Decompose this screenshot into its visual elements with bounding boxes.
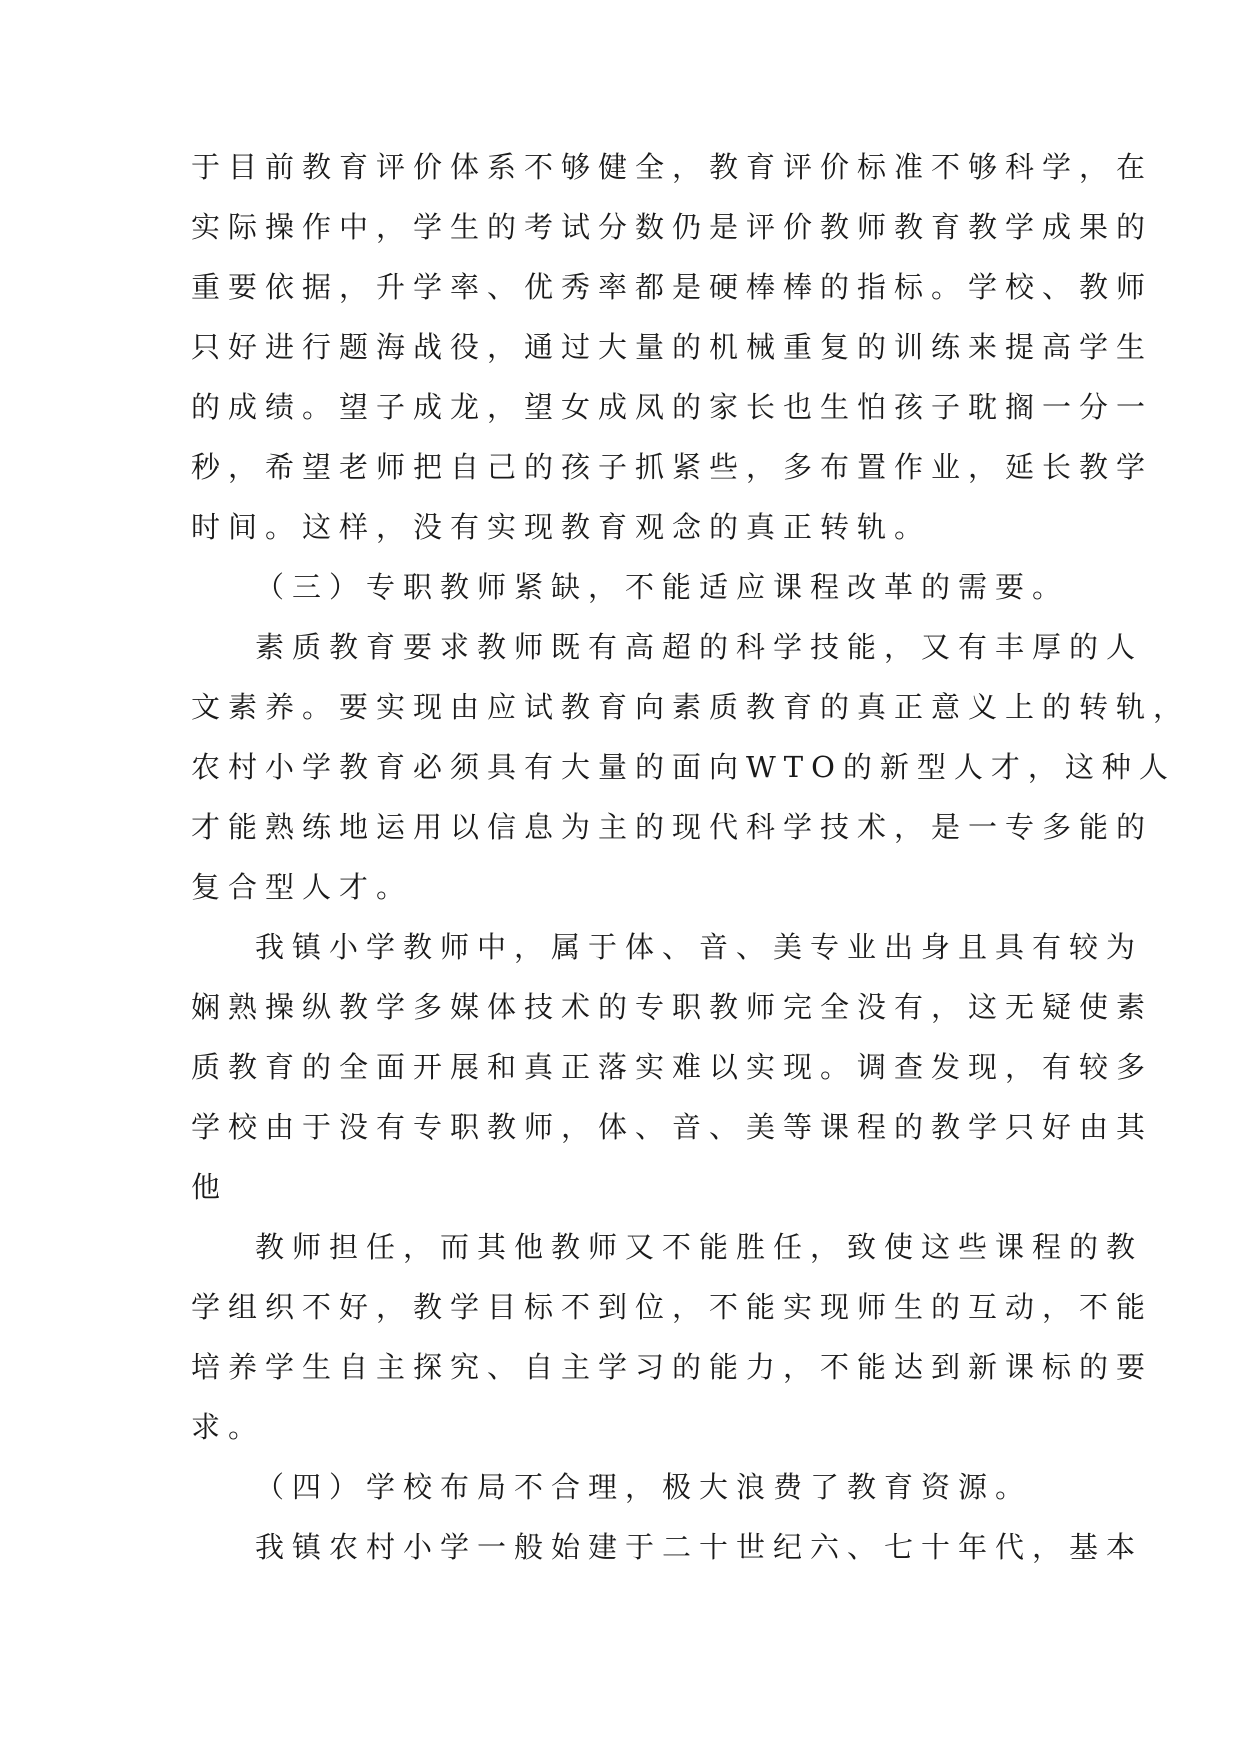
text-line: 文素养。要实现由应试教育向素质教育的真正意义上的转轨， xyxy=(191,690,1191,724)
text-line: 质教育的全面开展和真正落实难以实现。调查发现，有较多 xyxy=(191,1050,1154,1084)
text-line: 求。 xyxy=(191,1410,266,1444)
text-line: 的成绩。望子成龙，望女成凤的家长也生怕孩子耽搁一分一 xyxy=(191,390,1154,424)
text-line: 娴熟操纵教学多媒体技术的专职教师完全没有，这无疑使素 xyxy=(191,990,1154,1024)
paragraph-start: 教师担任，而其他教师又不能胜任，致使这些课程的教 xyxy=(255,1230,1144,1264)
text-line: 秒，希望老师把自己的孩子抓紧些，多布置作业，延长教学 xyxy=(191,450,1154,484)
text-line: 于目前教育评价体系不够健全，教育评价标准不够科学，在 xyxy=(191,150,1154,184)
text-line: 培养学生自主探究、自主学习的能力，不能达到新课标的要 xyxy=(191,1350,1154,1384)
text-line: 只好进行题海战役，通过大量的机械重复的训练来提高学生 xyxy=(191,330,1154,364)
text-line: 才能熟练地运用以信息为主的现代科学技术，是一专多能的 xyxy=(191,810,1154,844)
paragraph-start: 素质教育要求教师既有高超的科学技能，又有丰厚的人 xyxy=(255,630,1144,664)
text-line: 实际操作中，学生的考试分数仍是评价教师教育教学成果的 xyxy=(191,210,1154,244)
section-heading-4: （四）学校布局不合理，极大浪费了教育资源。 xyxy=(255,1470,1033,1504)
paragraph-start: 我镇小学教师中，属于体、音、美专业出身且具有较为 xyxy=(255,930,1144,964)
text-line: 农村小学教育必须具有大量的面向WTO的新型人才，这种人 xyxy=(191,750,1176,784)
section-heading-3: （三）专职教师紧缺，不能适应课程改革的需要。 xyxy=(255,570,1070,604)
text-line: 重要依据，升学率、优秀率都是硬棒棒的指标。学校、教师 xyxy=(191,270,1154,304)
text-line: 时间。这样，没有实现教育观念的真正转轨。 xyxy=(191,510,932,544)
text-line: 学组织不好，教学目标不到位，不能实现师生的互动，不能 xyxy=(191,1290,1154,1324)
text-line: 他 xyxy=(191,1170,229,1204)
paragraph-start: 我镇农村小学一般始建于二十世纪六、七十年代，基本 xyxy=(255,1530,1144,1564)
text-line: 学校由于没有专职教师，体、音、美等课程的教学只好由其 xyxy=(191,1110,1154,1144)
text-line: 复合型人才。 xyxy=(191,870,414,904)
